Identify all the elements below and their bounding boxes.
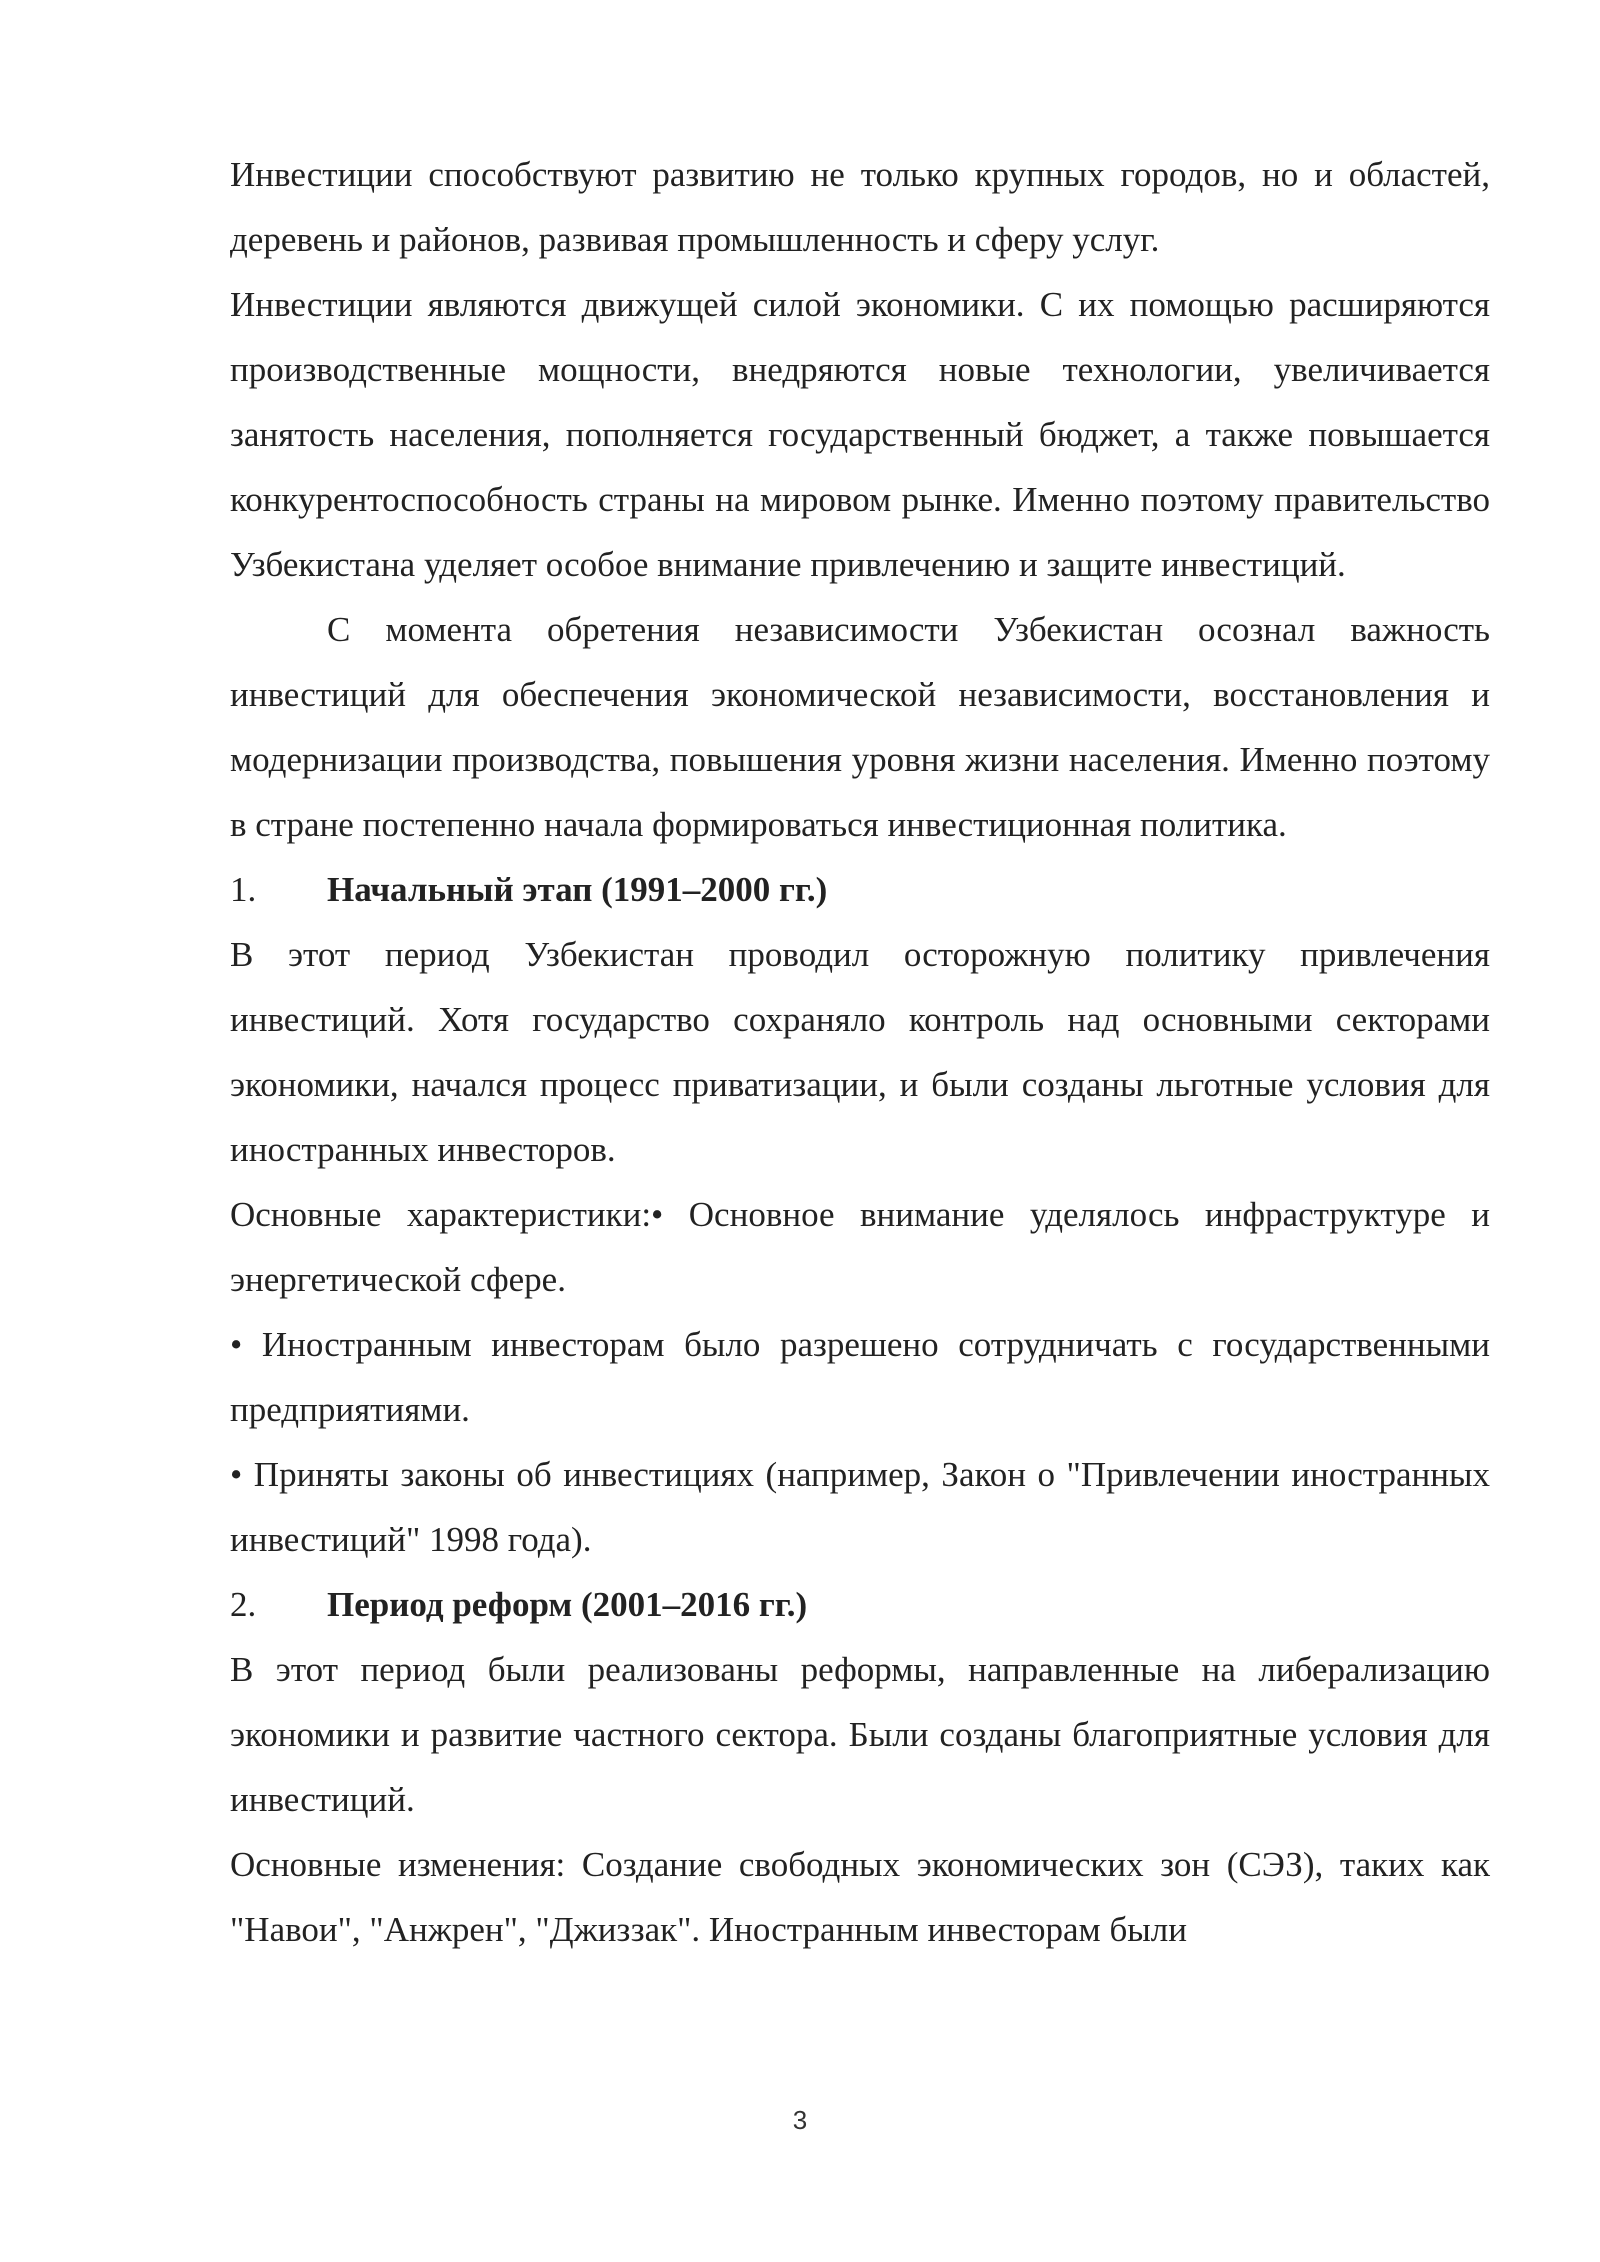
section-heading-2 bbox=[230, 1572, 1490, 1637]
section-heading-1 bbox=[230, 857, 1490, 922]
section1-bullet-1: • Иностранным инвесторам было разрешено сотрудничать с государственными предприятиями. bbox=[230, 1325, 1490, 1429]
section2-paragraph-1: В этот период были реализованы реформы, направленные на либерализацию экономики и развитие частного сектора. Были созданы благоприятные условия для инвестиций. bbox=[230, 1650, 1490, 1819]
section1-paragraph-1: В этот период Узбекистан проводил осторожную политику привлечения инвестиций. Хотя государство сохраняло контроль над основными секторами экономики, начался процесс приватизации, и были созданы льготные условия для иностранных инвесторов. bbox=[230, 935, 1490, 1169]
section-number-2: 2. bbox=[230, 1585, 257, 1624]
document-body bbox=[230, 142, 1490, 1962]
paragraph-intro-3: С момента обретения независимости Узбекистан осознал важность инвестиций для обеспечения экономической независимости, восстановления и модернизации производства, повышения уровня жизни населения. Именно поэтому в стране постепенно начала формироваться инвестиционная политика. bbox=[230, 610, 1490, 844]
section-title-1: Начальный этап (1991–2000 гг.) bbox=[327, 870, 828, 909]
section2-paragraph-2: Основные изменения: Создание свободных экономических зон (СЭЗ), таких как "Навои", "Анжрен", "Джиззак". Иностранным инвесторам были bbox=[230, 1845, 1490, 1949]
paragraph-intro-1: Инвестиции способствуют развитию не только крупных городов, но и областей, деревень и районов, развивая промышленность и сферу услуг. bbox=[230, 155, 1490, 259]
paragraph-intro-2: Инвестиции являются движущей силой экономики. С их помощью расширяются производственные мощности, внедряются новые технологии, увеличивается занятость населения, пополняется государственный бюджет, а также повышается конкурентоспособность страны на мировом рынке. Именно поэтому правительство Узбекистана уделяет особое внимание привлечению и защите инвестиций. bbox=[230, 285, 1490, 584]
section-number-1: 1. bbox=[230, 870, 257, 909]
section1-paragraph-2: Основные характеристики:• Основное внимание уделялось инфраструктуре и энергетической сфере. bbox=[230, 1195, 1490, 1299]
page-number: 3 bbox=[792, 2105, 808, 2135]
section1-bullet-2: • Приняты законы об инвестициях (например, Закон о "Привлечении иностранных инвестиций" 1998 года). bbox=[230, 1455, 1490, 1559]
section-title-2: Период реформ (2001–2016 гг.) bbox=[327, 1585, 808, 1624]
